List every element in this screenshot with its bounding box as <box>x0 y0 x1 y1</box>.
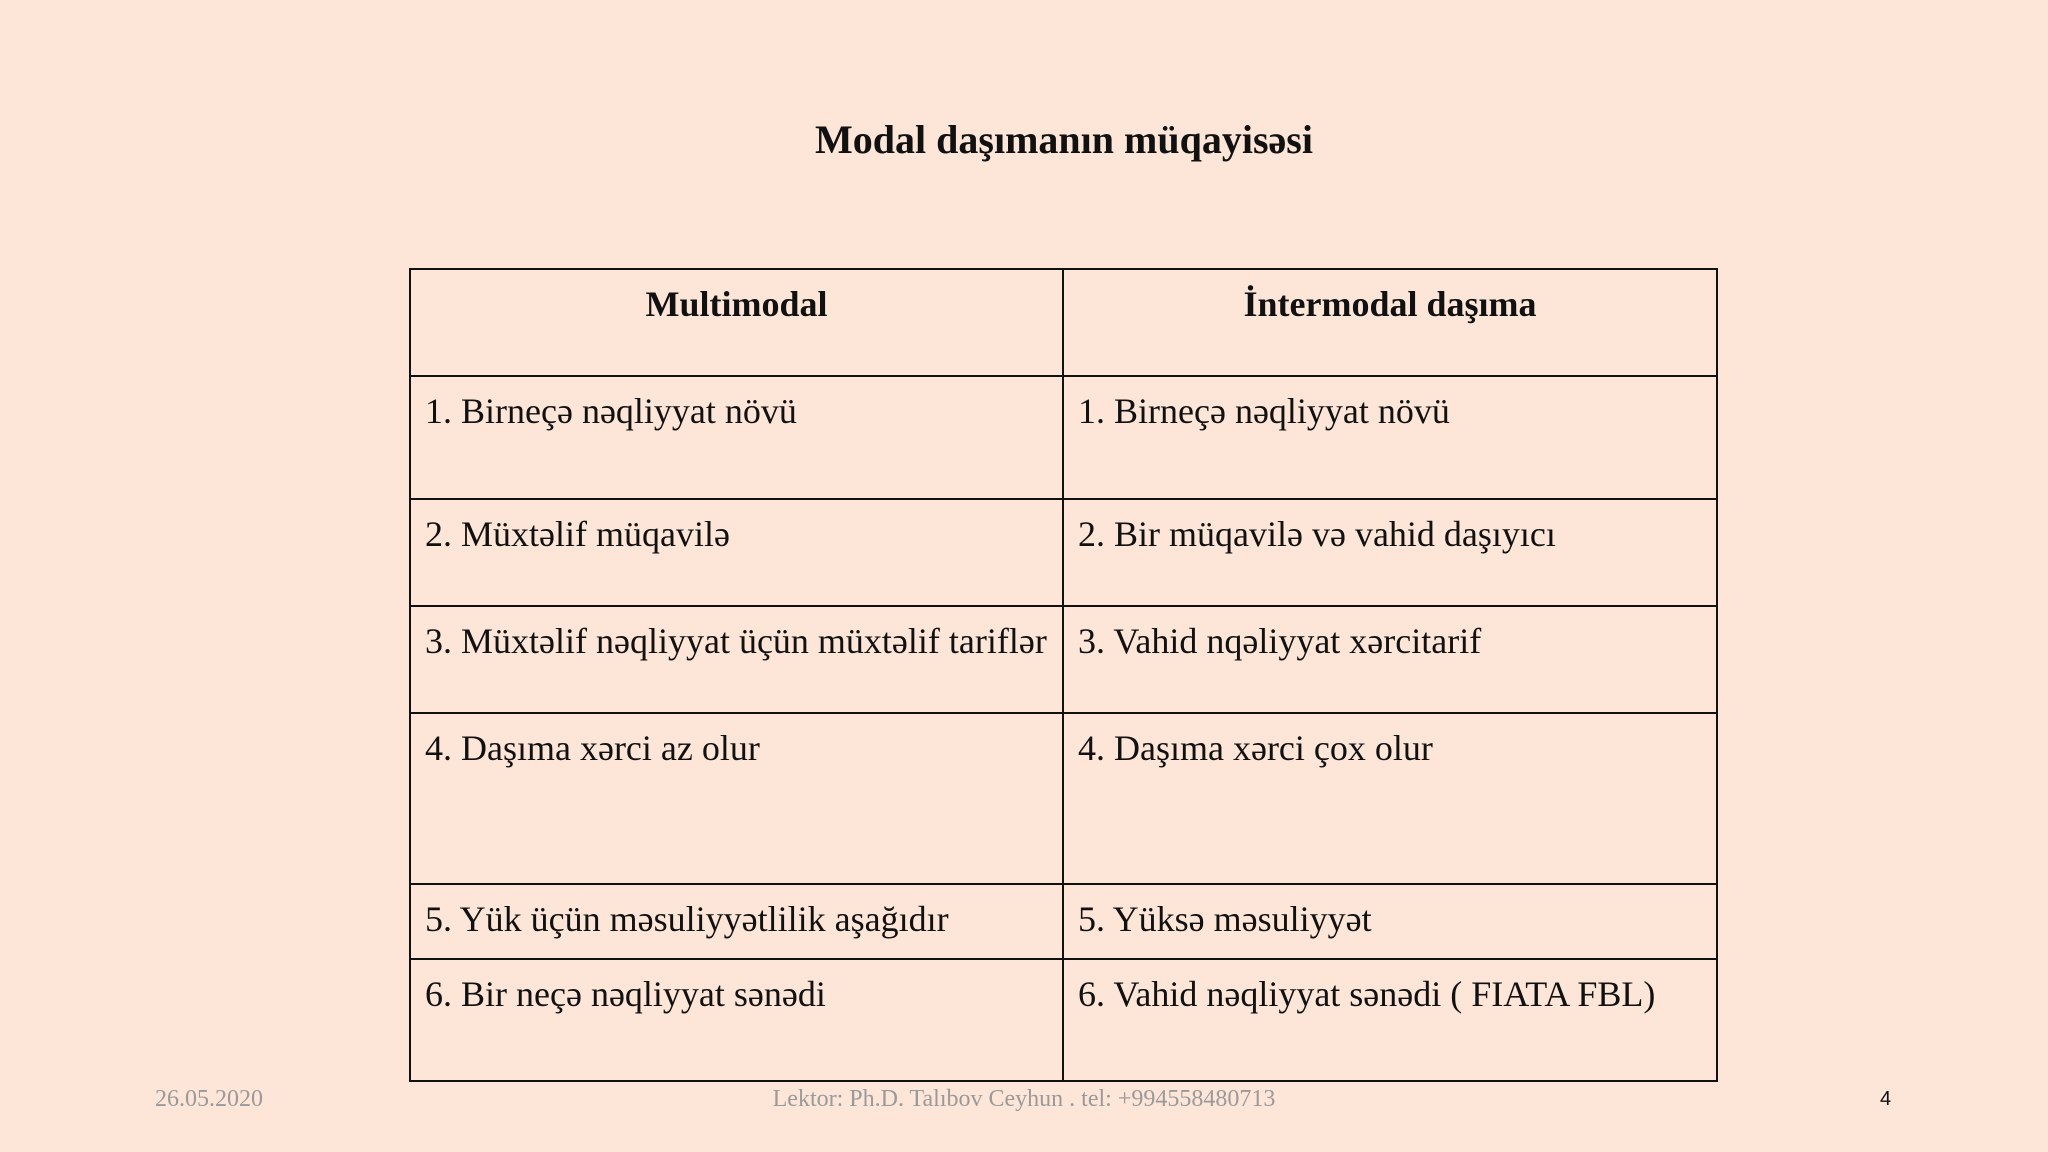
table-header-row <box>410 269 1717 376</box>
table-row <box>410 606 1717 713</box>
page-number: 4 <box>1880 1088 1892 1110</box>
table-cell-intermodal: 4. Daşıma xərci çox olur <box>1063 713 1717 884</box>
table-cell-multimodal: 2. Müxtəlif müqavilə <box>410 499 1063 606</box>
table-cell-multimodal: 4. Daşıma xərci az olur <box>410 713 1063 884</box>
header-intermodal: İntermodal daşıma <box>1063 269 1717 376</box>
table-cell-multimodal: 1. Birneçə nəqliyyat növü <box>410 376 1063 499</box>
footer-lecturer: Lektor: Ph.D. Talıbov Ceyhun . tel: +994558480713 <box>772 1086 1276 1112</box>
header-multimodal: Multimodal <box>410 269 1063 376</box>
table-cell-multimodal: 5. Yük üçün məsuliyyətlilik aşağıdır <box>410 884 1063 959</box>
table-cell-intermodal: 3. Vahid nqəliyyat xərcitarif <box>1063 606 1717 713</box>
comparison-table <box>409 268 1718 1082</box>
table-row <box>410 499 1717 606</box>
table-cell-intermodal: 6. Vahid nəqliyyat sənədi ( FIATA FBL) <box>1063 959 1717 1081</box>
table-cell-intermodal: 1. Birneçə nəqliyyat növü <box>1063 376 1717 499</box>
slide-title: Modal daşımanın müqayisəsi <box>815 117 1313 162</box>
table-cell-multimodal: 6. Bir neçə nəqliyyat sənədi <box>410 959 1063 1081</box>
footer-date: 26.05.2020 <box>155 1086 263 1112</box>
table-cell-multimodal: 3. Müxtəlif nəqliyyat üçün müxtəlif tariflər <box>410 606 1063 713</box>
table-row <box>410 884 1717 959</box>
table-cell-intermodal: 2. Bir müqavilə və vahid daşıyıcı <box>1063 499 1717 606</box>
table-cell-intermodal: 5. Yüksə məsuliyyət <box>1063 884 1717 959</box>
table-row <box>410 713 1717 884</box>
table-row <box>410 959 1717 1081</box>
table-row <box>410 376 1717 499</box>
